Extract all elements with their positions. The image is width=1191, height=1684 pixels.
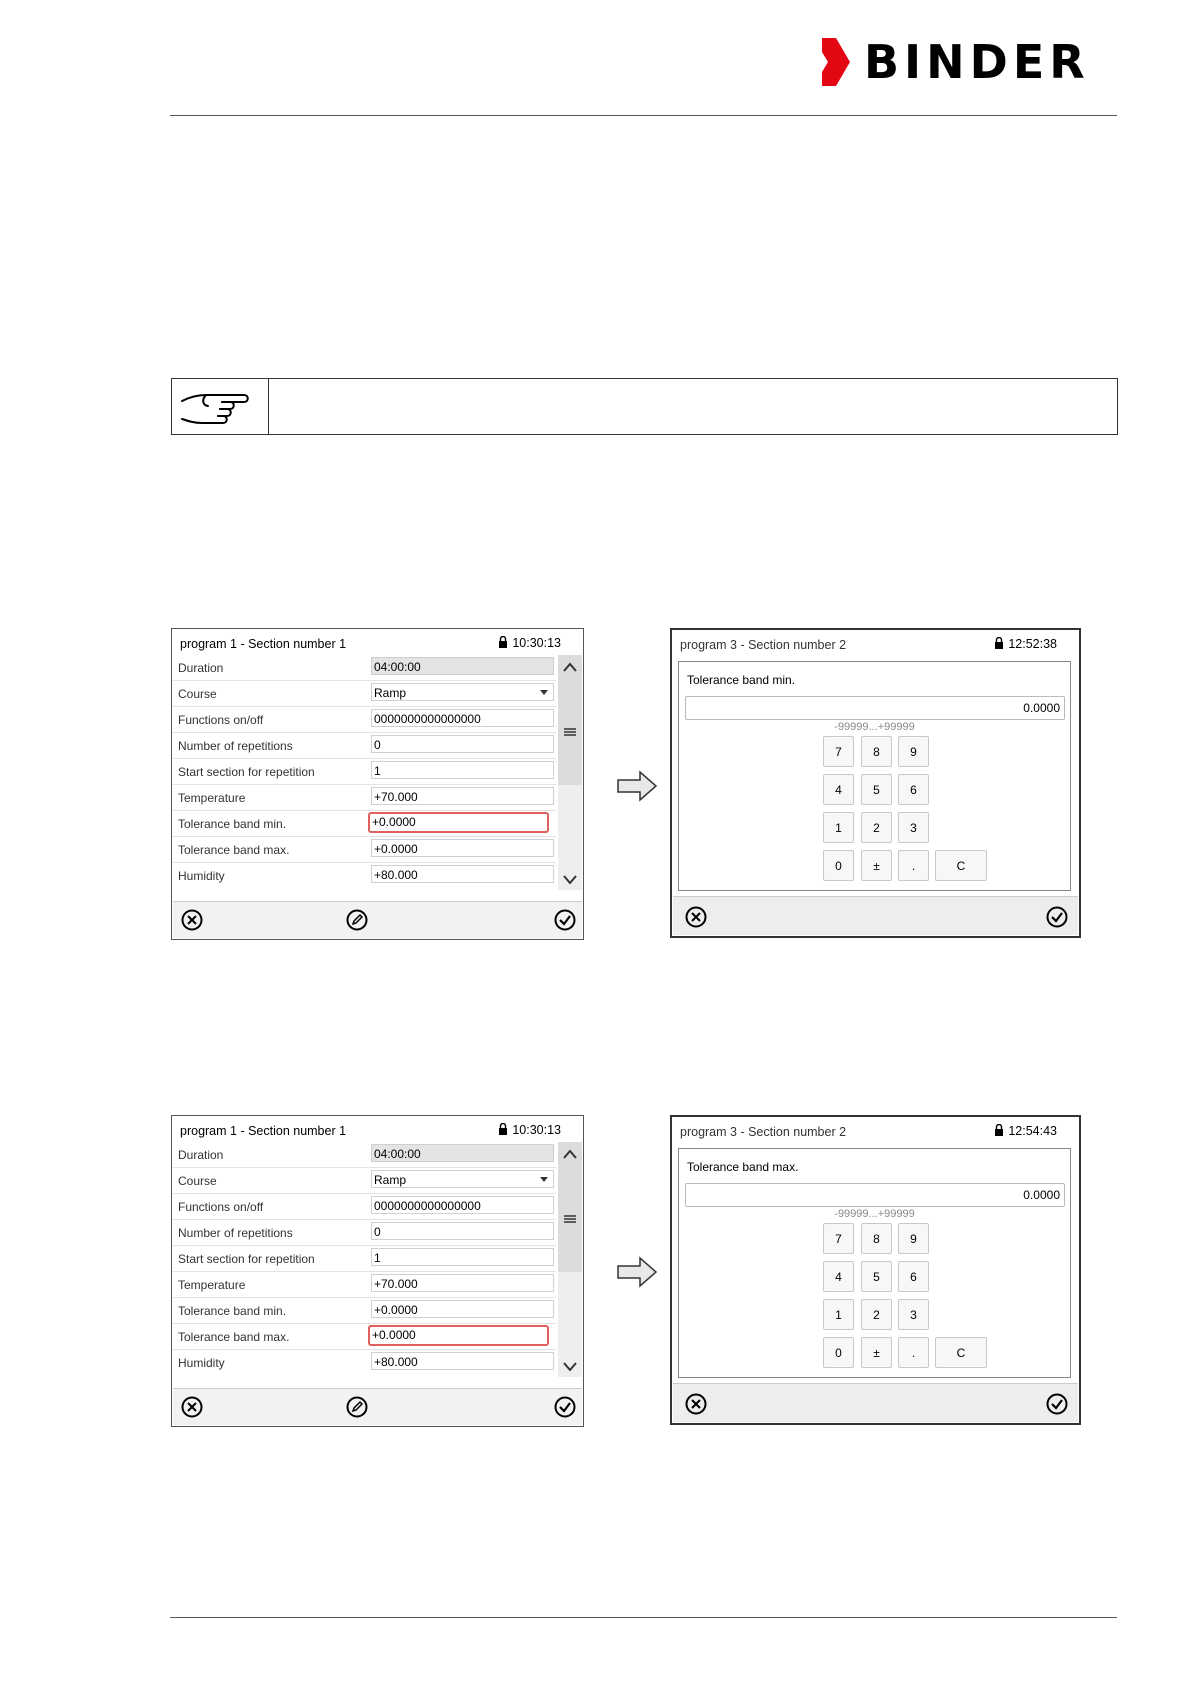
key-0[interactable]: 0 — [823, 850, 854, 881]
start-section-field[interactable]: 1 — [371, 1248, 554, 1266]
pencil-circle-icon[interactable] — [346, 909, 368, 931]
input-dialog-screen — [670, 628, 1081, 938]
key-5[interactable]: 5 — [861, 1261, 892, 1292]
time-value: 10:30:13 — [512, 1123, 561, 1137]
key-7[interactable]: 7 — [823, 1223, 854, 1254]
chevron-up-icon[interactable] — [562, 661, 578, 673]
screen-title: program 1 - Section number 1 — [180, 637, 347, 651]
chevron-down-icon[interactable] — [562, 1361, 578, 1373]
pencil-circle-icon[interactable] — [346, 1396, 368, 1418]
pointing-hand-icon — [172, 379, 268, 434]
binder-logo — [822, 35, 1118, 89]
program-editor-screen — [171, 628, 584, 940]
row-label: Humidity — [178, 1356, 225, 1370]
input-dialog-screen — [670, 1115, 1081, 1425]
chevron-down-icon[interactable] — [562, 874, 578, 886]
menu-lines-icon — [562, 726, 578, 738]
screen-title: program 3 - Section number 2 — [680, 1125, 847, 1139]
dropdown-arrow-icon — [540, 1177, 548, 1182]
row-label: Course — [178, 1174, 217, 1188]
time-value: 12:52:38 — [1008, 637, 1057, 651]
key-9[interactable]: 9 — [898, 736, 929, 767]
row-duration — [173, 655, 556, 681]
key-2[interactable]: 2 — [861, 1299, 892, 1330]
dialog-value-input[interactable] — [685, 1183, 1065, 1207]
arrow-right-icon — [616, 770, 658, 802]
key-decimal[interactable]: . — [898, 1337, 929, 1368]
key-2[interactable]: 2 — [861, 812, 892, 843]
screen-time — [993, 1124, 1057, 1138]
tolerance-max-field[interactable]: +0.0000 — [371, 839, 554, 857]
row-label: Functions on/off — [178, 1200, 264, 1214]
time-value: 10:30:13 — [512, 636, 561, 650]
key-3[interactable]: 3 — [898, 1299, 929, 1330]
course-dropdown[interactable] — [371, 683, 554, 701]
key-plus-minus[interactable]: ± — [861, 1337, 892, 1368]
key-9[interactable]: 9 — [898, 1223, 929, 1254]
row-label: Functions on/off — [178, 713, 264, 727]
repetitions-field[interactable]: 0 — [371, 735, 554, 753]
bottom-bar — [173, 901, 582, 938]
row-tolerance-max[interactable] — [173, 1324, 556, 1350]
key-5[interactable]: 5 — [861, 774, 892, 805]
key-clear[interactable]: C — [935, 850, 987, 881]
close-circle-icon[interactable] — [685, 1393, 707, 1415]
row-label: Number of repetitions — [178, 739, 293, 753]
key-8[interactable]: 8 — [861, 736, 892, 767]
row-temperature[interactable] — [173, 1272, 556, 1298]
lock-icon — [993, 637, 1005, 649]
dialog-value: 0.0000 — [1023, 1188, 1060, 1202]
screen-title: program 3 - Section number 2 — [680, 638, 847, 652]
row-functions[interactable] — [173, 1194, 556, 1220]
note-icon-cell — [172, 379, 269, 434]
temperature-field[interactable]: +70.000 — [371, 1274, 554, 1292]
row-label: Tolerance band min. — [178, 817, 287, 831]
screen-title: program 1 - Section number 1 — [180, 1124, 347, 1138]
tolerance-min-field[interactable]: +0.0000 — [371, 1300, 554, 1318]
dialog-value-input[interactable] — [685, 696, 1065, 720]
duration-field: 04:00:00 — [371, 657, 554, 675]
humidity-field[interactable]: +80.000 — [371, 1352, 554, 1370]
screen-time — [993, 637, 1057, 651]
check-circle-icon[interactable] — [554, 909, 576, 931]
row-label: Duration — [178, 1148, 224, 1162]
key-3[interactable]: 3 — [898, 812, 929, 843]
row-repetitions[interactable] — [173, 733, 556, 759]
key-6[interactable]: 6 — [898, 774, 929, 805]
functions-field[interactable]: 0000000000000000 — [371, 709, 554, 727]
row-label: Start section for repetition — [178, 1252, 315, 1266]
lock-icon — [993, 1124, 1005, 1136]
lock-icon — [497, 1123, 509, 1135]
humidity-field[interactable]: +80.000 — [371, 865, 554, 883]
dialog-field-label: Tolerance band min. — [687, 673, 796, 687]
dropdown-arrow-icon — [540, 690, 548, 695]
row-humidity[interactable] — [173, 1350, 556, 1372]
row-label: Temperature — [178, 791, 246, 805]
course-value: Ramp — [374, 1173, 407, 1187]
program-editor-screen — [171, 1115, 584, 1427]
row-start-section[interactable] — [173, 759, 556, 785]
start-section-field[interactable]: 1 — [371, 761, 554, 779]
row-temperature[interactable] — [173, 785, 556, 811]
lock-icon — [497, 636, 509, 648]
dialog-range: -99999...+99999 — [834, 1208, 915, 1220]
row-label: Tolerance band max. — [178, 843, 290, 857]
row-course[interactable] — [173, 681, 556, 707]
key-1[interactable]: 1 — [823, 1299, 854, 1330]
row-label: Tolerance band min. — [178, 1304, 287, 1318]
input-dialog — [678, 661, 1071, 891]
close-circle-icon[interactable] — [181, 909, 203, 931]
repetitions-field[interactable]: 0 — [371, 1222, 554, 1240]
input-dialog — [678, 1148, 1071, 1378]
key-8[interactable]: 8 — [861, 1223, 892, 1254]
temperature-field[interactable]: +70.000 — [371, 787, 554, 805]
functions-field[interactable]: 0000000000000000 — [371, 1196, 554, 1214]
row-duration — [173, 1142, 556, 1168]
row-repetitions[interactable] — [173, 1220, 556, 1246]
dialog-field-label: Tolerance band max. — [687, 1160, 799, 1174]
key-4[interactable]: 4 — [823, 1261, 854, 1292]
tolerance-max-field[interactable]: +0.0000 — [368, 1325, 549, 1346]
close-circle-icon[interactable] — [685, 906, 707, 928]
row-tolerance-min[interactable] — [173, 811, 556, 837]
key-4[interactable]: 4 — [823, 774, 854, 805]
bottom-bar — [173, 1388, 582, 1425]
key-0[interactable]: 0 — [823, 1337, 854, 1368]
check-circle-icon[interactable] — [554, 1396, 576, 1418]
row-label: Start section for repetition — [178, 765, 315, 779]
key-plus-minus[interactable]: ± — [861, 850, 892, 881]
row-label: Number of repetitions — [178, 1226, 293, 1240]
course-value: Ramp — [374, 686, 407, 700]
brand-name: BINDER — [864, 35, 1090, 89]
note-box — [171, 378, 1118, 435]
footer-rule — [170, 1617, 1117, 1618]
row-label: Course — [178, 687, 217, 701]
course-dropdown[interactable] — [371, 1170, 554, 1188]
row-label: Tolerance band max. — [178, 1330, 290, 1344]
scroll-thumb[interactable] — [558, 655, 582, 785]
red-chevron-logo-icon — [822, 38, 862, 86]
scroll-thumb[interactable] — [558, 1142, 582, 1272]
key-6[interactable]: 6 — [898, 1261, 929, 1292]
check-circle-icon[interactable] — [1046, 906, 1068, 928]
dialog-value: 0.0000 — [1023, 701, 1060, 715]
screen-time — [497, 636, 561, 650]
row-start-section[interactable] — [173, 1246, 556, 1272]
check-circle-icon[interactable] — [1046, 1393, 1068, 1415]
menu-lines-icon — [562, 1213, 578, 1225]
header-rule — [170, 115, 1117, 116]
row-humidity[interactable] — [173, 863, 556, 885]
row-tolerance-min[interactable] — [173, 1298, 556, 1324]
key-clear[interactable]: C — [935, 1337, 987, 1368]
row-functions[interactable] — [173, 707, 556, 733]
tolerance-min-field[interactable]: +0.0000 — [368, 812, 549, 833]
key-decimal[interactable]: . — [898, 850, 929, 881]
dialog-range: -99999...+99999 — [834, 721, 915, 733]
arrow-right-icon — [616, 1256, 658, 1288]
time-value: 12:54:43 — [1008, 1124, 1057, 1138]
bottom-bar — [673, 1383, 1078, 1422]
close-circle-icon[interactable] — [181, 1396, 203, 1418]
key-1[interactable]: 1 — [823, 812, 854, 843]
chevron-up-icon[interactable] — [562, 1148, 578, 1160]
row-tolerance-max[interactable] — [173, 837, 556, 863]
key-7[interactable]: 7 — [823, 736, 854, 767]
screen-time — [497, 1123, 561, 1137]
bottom-bar — [673, 896, 1078, 935]
row-label: Duration — [178, 661, 224, 675]
duration-field: 04:00:00 — [371, 1144, 554, 1162]
row-label: Temperature — [178, 1278, 246, 1292]
row-course[interactable] — [173, 1168, 556, 1194]
row-label: Humidity — [178, 869, 225, 883]
